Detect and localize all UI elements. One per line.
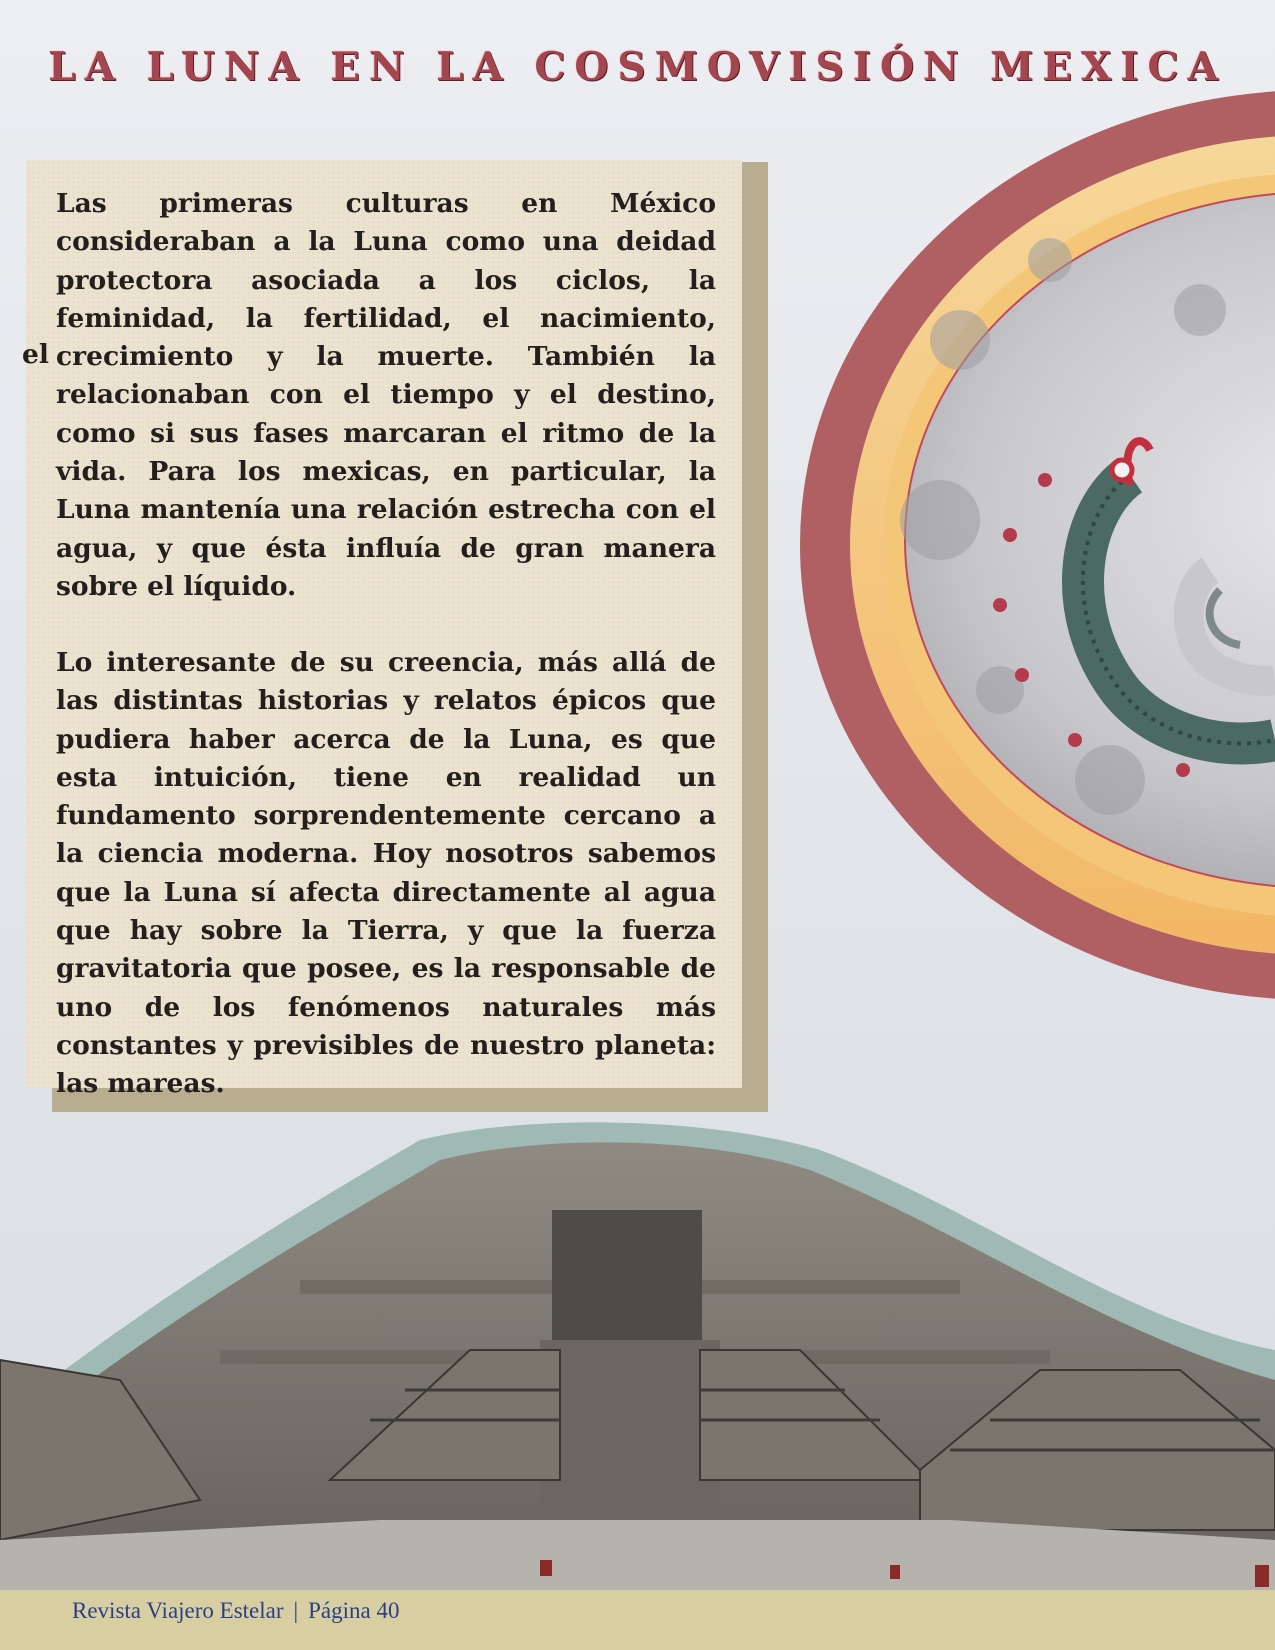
paragraph-2: Lo interesante de su creencia, más allá de las distintas historias y relatos épicos que pudiera haber acerca de la Luna, es que esta intuición, tiene en realidad un fundamento sorprendentemente cercano a la ciencia moderna. Hoy nosotros sabemos que la Luna sí afecta directamente al agua que hay sobre la Tierra, y que la fuerza gravitatoria que posee, es la responsable de uno de los fenómenos naturales más constantes y previsibles de nuestro planeta: las mareas. [56,647,716,1100]
stray-word: el [22,339,49,370]
paragraph-1: Las primeras culturas en México consideraban a la Luna como una deidad protectora asociada a los ciclos, la feminidad, la fertilidad, el nacimiento, crecimiento y la muerte. También la relacionaban con el tiempo y el destino, como si sus fases marcaran el ritmo de la vida. Para los mexicas, en particular, la Luna mantenía una relación estrecha con el agua, y que ésta influía de gran manera sobre el líquido. [56,188,716,602]
pyramid-of-the-moon-illustration [0,1120,1275,1650]
moon-glyph-illustration [800,90,1275,1070]
page-footer [72,1598,399,1624]
pyramid-stairs-upper [552,1210,702,1340]
page-title: LA LUNA EN LA COSMOVISIÓN MEXICA [48,44,1227,90]
footer-separator: | [293,1598,299,1623]
page-number: Página 40 [308,1598,400,1623]
publication-name: Revista Viajero Estelar [72,1598,284,1623]
